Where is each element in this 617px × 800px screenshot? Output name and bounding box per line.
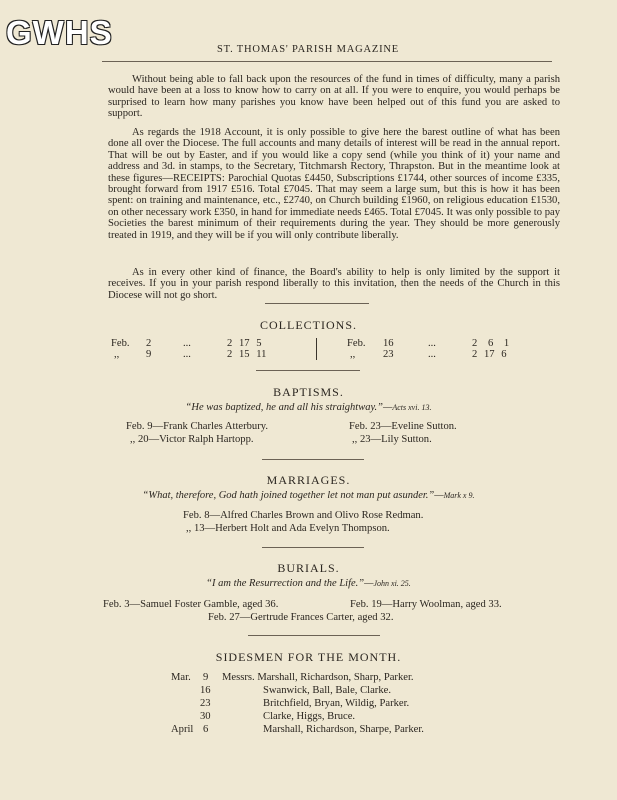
sidesmen-month: Mar. bbox=[171, 672, 191, 683]
sidesmen-month: April bbox=[171, 724, 194, 735]
sidesmen-day: 6 bbox=[203, 724, 209, 735]
collection-month: Feb. bbox=[347, 338, 366, 349]
paragraph-fund-help: Without being able to fall back upon the resources of the fund in times of difficulty, many a parish would have been at a loss to know how to carry on at all. If you were to enquire, you would perhaps be surprised to learn how many parishes you know have been helped out of this fund you are asked to support. bbox=[108, 74, 560, 120]
burial-entry: Feb. 3—Samuel Foster Gamble, aged 36. bbox=[103, 599, 279, 610]
section-divider bbox=[248, 635, 380, 636]
collection-dots: ... bbox=[183, 338, 191, 349]
marriages-quote bbox=[0, 490, 617, 501]
sidesmen-title: SIDESMEN FOR THE MONTH. bbox=[215, 650, 402, 664]
burial-entry: Feb. 19—Harry Woolman, aged 33. bbox=[350, 599, 502, 610]
marriage-entry: ,, 13—Herbert Holt and Ada Evelyn Thompson. bbox=[186, 523, 390, 534]
collection-day: 2 bbox=[146, 338, 152, 349]
paragraph-finance: As in every other kind of finance, the Board's ability to help is only limited by the support it receives. If you in your parish respond liberally to this invitation, then the needs of the Church in this Diocese will not go short. bbox=[108, 267, 560, 301]
baptisms-quote bbox=[0, 402, 617, 413]
gwhs-watermark-logo: GWHS bbox=[6, 14, 113, 51]
collection-day: 16 bbox=[383, 338, 394, 349]
collection-amount: 2 6 1 bbox=[472, 338, 510, 349]
section-divider bbox=[265, 303, 369, 304]
sidesmen-names: Messrs. Marshall, Richardson, Sharp, Parker. bbox=[222, 672, 414, 683]
quote-text: “I am the Resurrection and the Life.”— bbox=[206, 578, 374, 589]
collection-dots: ... bbox=[428, 349, 436, 360]
sidesmen-day: 16 bbox=[200, 685, 211, 696]
collection-day: 23 bbox=[383, 349, 394, 360]
collection-dots: ... bbox=[428, 338, 436, 349]
header-rule bbox=[102, 61, 552, 62]
sidesmen-names: Swanwick, Ball, Bale, Clarke. bbox=[263, 685, 391, 696]
section-divider bbox=[262, 547, 364, 548]
sidesmen-day: 9 bbox=[203, 672, 209, 683]
sidesmen-names: Britchfield, Bryan, Wildig, Parker. bbox=[263, 698, 410, 709]
collection-month: ,, bbox=[114, 349, 120, 360]
baptisms-title: BAPTISMS. bbox=[273, 385, 344, 399]
sidesmen-day: 23 bbox=[200, 698, 211, 709]
collection-amount: 2 17 5 bbox=[227, 338, 262, 349]
quote-reference: Mark x 9. bbox=[443, 491, 475, 500]
page-header: ST. THOMAS' PARISH MAGAZINE bbox=[217, 44, 399, 55]
sidesmen-names: Marshall, Richardson, Sharpe, Parker. bbox=[263, 724, 424, 735]
sidesmen-day: 30 bbox=[200, 711, 211, 722]
section-divider bbox=[262, 459, 364, 460]
burials-title: BURIALS. bbox=[277, 561, 340, 575]
baptism-entry: ,, 23—Lily Sutton. bbox=[352, 434, 432, 445]
quote-reference: John xi. 25. bbox=[373, 579, 411, 588]
collections-separator bbox=[316, 338, 317, 360]
burial-entry: Feb. 27—Gertrude Frances Carter, aged 32. bbox=[208, 612, 394, 623]
baptism-entry: Feb. 23—Eveline Sutton. bbox=[349, 421, 457, 432]
marriage-entry: Feb. 8—Alfred Charles Brown and Olivo Rose Redman. bbox=[183, 510, 424, 521]
section-divider bbox=[256, 370, 360, 371]
collection-amount: 2 15 11 bbox=[227, 349, 267, 360]
baptism-entry: Feb. 9—Frank Charles Atterbury. bbox=[126, 421, 269, 432]
quote-text: “What, therefore, God hath joined together let not man put asunder.”— bbox=[142, 490, 444, 501]
marriages-title: MARRIAGES. bbox=[266, 473, 351, 487]
collections-title: COLLECTIONS. bbox=[260, 318, 357, 332]
sidesmen-names: Clarke, Higgs, Bruce. bbox=[263, 711, 356, 722]
burials-quote bbox=[0, 578, 617, 589]
paragraph-1918-account: As regards the 1918 Account, it is only possible to give here the barest outline of what has been done all over the Diocese. The full accounts and many details of interest will be read in the annual report. That will be out by Easter, and if you would like a copy send (while you think of it) your name and address and 3d. in stamps, to the Secretary, Titchmarsh Rectory, Thrapston. But in the meantime look at these figures—RECEIPTS: Parochial Quotas £4450, Subscriptions £1744, other sources of income £335, brought forward from 1917 £516. Total £7045. That may seem a large sum, but this is how it has been spent: on training and maintenance, etc., £2740, on Church building £1960, on religious education £1530, on other necessary work £350, in hand for immediate needs £465. Total £7045. It was only possible to pay Societies the barest minimum of their requirements during the year. They should be more generously treated in 1919, and they will be if you will only contribute liberally. bbox=[108, 127, 560, 241]
quote-reference: Acts xvi. 13. bbox=[392, 403, 432, 412]
quote-text: “He was baptized, he and all his straightway.”— bbox=[185, 402, 393, 413]
baptism-entry: ,, 20—Victor Ralph Hartopp. bbox=[130, 434, 254, 445]
collection-day: 9 bbox=[146, 349, 152, 360]
collection-month: ,, bbox=[350, 349, 356, 360]
collection-dots: ... bbox=[183, 349, 191, 360]
collection-month: Feb. bbox=[111, 338, 130, 349]
collection-amount: 2 17 6 bbox=[472, 349, 507, 360]
